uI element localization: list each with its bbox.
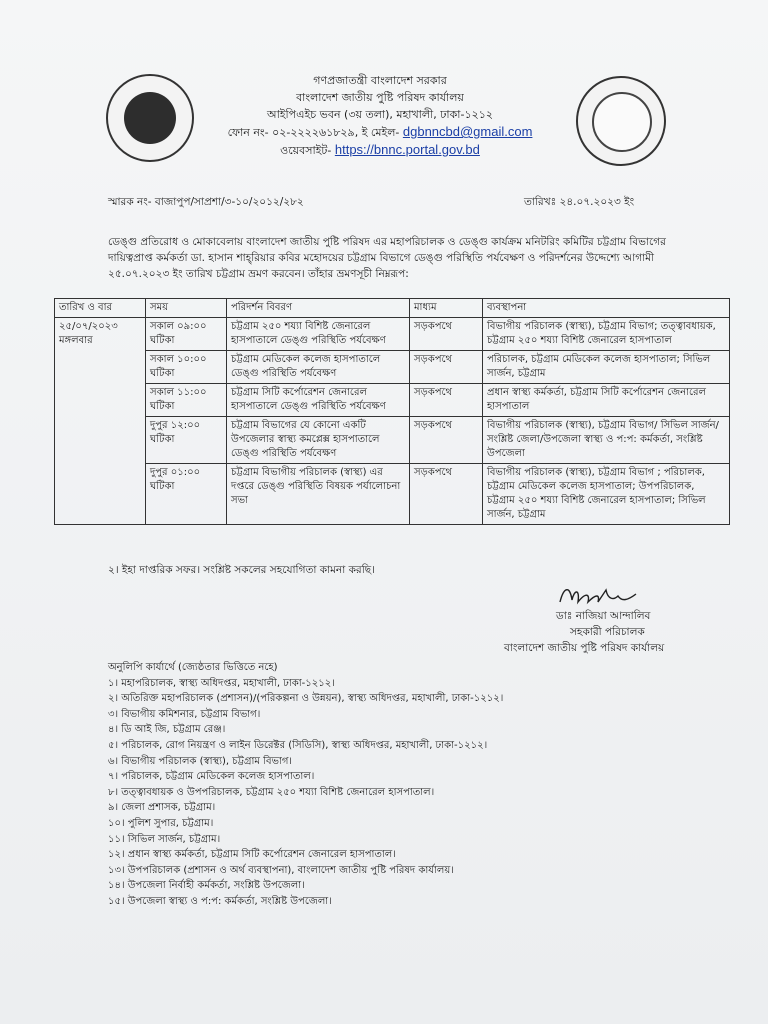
list-item: ১৩। উপপরিচালক (প্রশাসন ও অর্থ ব্যবস্থাপনা), বাংলাদেশ জাতীয় পুষ্টি পরিষদ কার্যালয়। [108,864,454,876]
visit-date: ২৫/০৭/২০২৩ [59,321,118,332]
header-email-link[interactable]: dgbnncbd@gmail.com [402,124,533,139]
list-item: ১১। সিভিল সার্জন, চট্টগ্রাম। [108,833,221,845]
handwritten-signature [556,582,646,608]
description-cell: চট্টগ্রাম বিভাগের যে কোনো একটি উপজেলার স্বাস্থ্য কমপ্লেক্স হাসপাতালে ডেঙ্গু পরিস্থিতি পর্যবেক্ষণ [227,417,410,464]
copy-list-title: অনুলিপি কার্যার্থে (জ্যেষ্ঠতার ভিত্তিতে নহে) [108,662,278,673]
time-cell: দুপুর ০১:০০ ঘটিকা [146,464,227,525]
signatory-designation: সহকারী পরিচালক [570,626,645,638]
official-tour-note: ২। ইহা দাপ্তরিক সফর। সংশ্লিষ্ট সকলের সহযোগিতা কামনা করছি। [108,564,375,576]
col-header-management: ব্যবস্থাপনা [483,299,730,318]
mode-cell: সড়কপথে [410,417,483,464]
intro-paragraph: ডেঙ্গু প্রতিরোধ ও মোকাবেলায় বাংলাদেশ জাতীয় পুষ্টি পরিষদ এর মহাপরিচালক ও ডেঙ্গু কার্যক্রম মনিটরিং কমিটির চট্টগ্রাম বিভাগের দায়িত্বপ্রাপ্ত কর্মকর্তা ডা. হাসান শাহ্‌রিয়ার কবির মহোদয়ের চট্টগ্রাম বিভাগে ডেঙ্গু পরিস্থিতি পর্যবেক্ষণ ও পরিদর্শনের উদ্দেশ্যে আগামী ২৫.০৭.২০২৩ ইং তারিখ চট্টগ্রাম ভ্রমণ করবেন। তাঁহার ভ্রমণসূচী নিম্নরূপ: [108,236,666,280]
letterhead [200,72,560,159]
description-cell: চট্টগ্রাম সিটি কর্পোরেশন জেনারেল হাসপাতালে ডেঙ্গু পরিস্থিতি পর্যবেক্ষণ [227,384,410,417]
management-cell: বিভাগীয় পরিচালক (স্বাস্থ্য), চট্টগ্রাম বিভাগ ; পরিচালক, চট্টগ্রাম মেডিকেল কলেজ হাসপাতাল; উপপরিচালক, চট্টগ্রাম ২৫০ শয্যা বিশিষ্ট জেনারেল হাসপাতাল; সিভিল সার্জন, চট্টগ্রাম [483,464,730,525]
list-item: ১২। প্রধান স্বাস্থ্য কর্মকর্তা, চট্টগ্রাম সিটি কর্পোরেশন জেনারেল হাসপাতাল। [108,849,396,861]
management-cell: বিভাগীয় পরিচালক (স্বাস্থ্য), চট্টগ্রাম বিভাগ/ সিভিল সার্জন/ সংশ্লিষ্ট জেলা/উপজেলা স্বাস্থ্য ও প:প: কর্মকর্তা, সংশ্লিষ্ট উপজেলা [483,417,730,464]
nutrition-council-logo [576,76,666,166]
schedule-table [54,298,730,525]
mode-cell: সড়কপথে [410,318,483,351]
schedule-header-row [55,299,730,318]
col-header-description: পরিদর্শন বিবরণ [227,299,410,318]
list-item: ৯। জেলা প্রশাসক, চট্টগ্রাম। [108,802,216,814]
list-item: ৫। পরিচালক, রোগ নিয়ন্ত্রণ ও লাইন ডিরেক্টর (সিডিসি), স্বাস্থ্য অধিদপ্তর, মহাখালী, ঢাকা-১২১২। [108,739,488,751]
website-label: ওয়েবসাইট- [280,144,332,157]
mode-cell: সড়কপথে [410,464,483,525]
mode-cell: সড়কপথে [410,351,483,384]
header-phone: ফোন নং- ০২-২২২২৬১৮২৯, ই মেইল- [227,126,400,139]
management-cell: বিভাগীয় পরিচালক (স্বাস্থ্য), চট্টগ্রাম বিভাগ; তত্ত্বাবধায়ক, চট্টগ্রাম ২৫০ শয্যা বিশিষ্ট জেনারেল হাসপাতাল [483,318,730,351]
list-item: ৭। পরিচালক, চট্টগ্রাম মেডিকেল কলেজ হাসপাতাল। [108,771,315,783]
col-header-time: সময় [146,299,227,318]
mode-cell: সড়কপথে [410,384,483,417]
list-item: ১৪। উপজেলা নির্বাহী কর্মকর্তা, সংশ্লিষ্ট উপজেলা। [108,880,305,892]
col-header-mode: মাধ্যম [410,299,483,318]
memo-reference: স্মারক নং- বাজাপুপ/সাপ্রশা/৩-১০/২০১২/২৮২ [108,196,304,208]
list-item: ৩। বিভাগীয় কমিশনার, চট্টগ্রাম বিভাগ। [108,708,261,720]
management-cell: পরিচালক, চট্টগ্রাম মেডিকেল কলেজ হাসপাতাল; সিভিল সার্জন, চট্টগ্রাম [483,351,730,384]
copy-distribution-list [108,660,503,910]
list-item: ৬। বিভাগীয় পরিচালক (স্বাস্থ্য), চট্টগ্রাম বিভাগ। [108,755,292,767]
description-cell: চট্টগ্রাম ২৫০ শয্যা বিশিষ্ট জেনারেল হাসপাতালে ডেঙ্গু পরিস্থিতি পর্যবেক্ষণ [227,318,410,351]
website-link[interactable]: https://bnnc.portal.gov.bd [334,142,480,157]
list-item: ১৫। উপজেলা স্বাস্থ্য ও প:প: কর্মকর্তা, সংশ্লিষ্ট উপজেলা। [108,895,332,907]
list-item: ৪। ডি আই জি, চট্টগ্রাম রেঞ্জ। [108,724,226,736]
table-row [55,464,730,525]
list-item: ২। অতিরিক্ত মহাপরিচালক (প্রশাসন)/(পরিকল্পনা ও উন্নয়ন), স্বাস্থ্য অধিদপ্তর, মহাখালী, ঢাকা-১২১২। [108,693,504,705]
time-cell: সকাল ১০:০০ ঘটিকা [146,351,227,384]
header-line-2: বাংলাদেশ জাতীয় পুষ্টি পরিষদ কার্যালয় [296,91,464,104]
date-day-cell [55,318,146,525]
table-row [55,384,730,417]
time-cell: দুপুর ১২:০০ ঘটিকা [146,417,227,464]
col-header-date: তারিখ ও বার [55,299,146,318]
header-website [200,141,560,159]
table-row [55,417,730,464]
visit-day: মঙ্গলবার [59,335,93,346]
time-cell: সকাল ১১:০০ ঘটিকা [146,384,227,417]
government-seal-logo [106,74,194,162]
table-row [55,318,730,351]
description-cell: চট্টগ্রাম বিভাগীয় পরিচালক (স্বাস্থ্য) এর দপ্তরে ডেঙ্গু পরিস্থিতি বিষয়ক পর্যালোচনা সভা [227,464,410,525]
header-line-1: গণপ্রজাতন্ত্রী বাংলাদেশ সরকার [313,74,447,87]
signatory-office: বাংলাদেশ জাতীয় পুষ্টি পরিষদ কার্যালয় [504,642,665,654]
list-item: ৮। তত্ত্বাবধায়ক ও উপপরিচালক, চট্টগ্রাম ২৫০ শয্যা বিশিষ্ট জেনারেল হাসপাতাল। [108,786,435,798]
list-item: ১। মহাপরিচালক, স্বাস্থ্য অধিদপ্তর, মহাখালী, ঢাকা-১২১২। [108,677,335,689]
memo-date: তারিখঃ ২৪.০৭.২০২৩ ইং [524,196,635,208]
description-cell: চট্টগ্রাম মেডিকেল কলেজ হাসপাতালে ডেঙ্গু পরিস্থিতি পর্যবেক্ষণ [227,351,410,384]
time-cell: সকাল ০৯:০০ ঘটিকা [146,318,227,351]
header-contact [200,123,560,141]
header-line-3: আইপিএইচ ভবন (৩য় তলা), মহাখালী, ঢাকা-১২১২ [266,108,494,121]
management-cell: প্রধান স্বাস্থ্য কর্মকর্তা, চট্টগ্রাম সিটি কর্পোরেশন জেনারেল হাসপাতাল [483,384,730,417]
table-row [55,351,730,384]
list-item: ১০। পুলিশ সুপার, চট্টগ্রাম। [108,817,214,829]
signatory-name: ডাঃ নাজিয়া আন্দালিব [556,610,651,622]
